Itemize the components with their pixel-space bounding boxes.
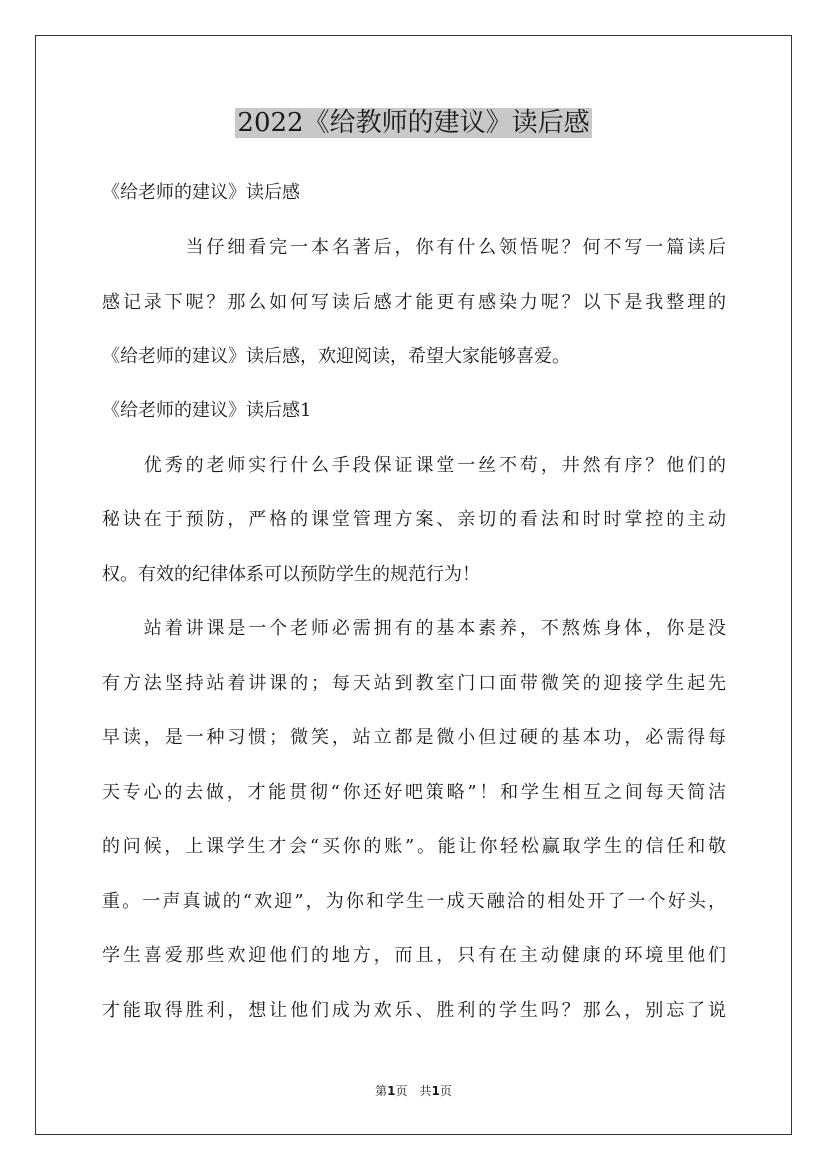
text-line: 《给老师的建议》读后感，欢迎阅读，希望大家能够喜爱。	[102, 346, 570, 367]
section-heading: 《给老师的建议》读后感1	[102, 400, 312, 421]
total-page-number: 1	[431, 1084, 440, 1098]
footer-suffix: 页	[439, 1084, 452, 1098]
text-line: 才能取得胜利，想让他们成为欢乐、胜利的学生吗？那么，别忘了说	[102, 1000, 726, 1021]
footer-middle: 页 共	[395, 1084, 432, 1098]
subtitle-line: 《给老师的建议》读后感	[102, 182, 300, 203]
text-line: 有方法坚持站着讲课的；每天站到教室门口面带微笑的迎接学生起先	[102, 673, 726, 694]
text-line: 学生喜爱那些欢迎他们的地方，而且，只有在主动健康的环境里他们	[102, 945, 726, 966]
text-line: 天专心的去做，才能贯彻“你还好吧策略”！和学生相互之间每天简洁	[102, 782, 726, 803]
text-line: 感记录下呢？那么如何写读后感才能更有感染力呢？以下是我整理的	[102, 292, 726, 313]
text-line: 权。有效的纪律体系可以预防学生的规范行为！	[102, 564, 480, 585]
text-line: 优秀的老师实行什么手段保证课堂一丝不苟，井然有序？他们的	[102, 455, 726, 476]
text-line: 当仔细看完一本名著后，你有什么领悟呢？何不写一篇读后	[102, 237, 726, 258]
footer-prefix: 第	[375, 1084, 388, 1098]
current-page-number: 1	[387, 1084, 396, 1098]
document-title	[0, 104, 827, 142]
text-line: 站着讲课是一个老师必需拥有的基本素养，不熬炼身体，你是没	[102, 618, 726, 639]
text-line: 秘诀在于预防，严格的课堂管理方案、亲切的看法和时时掌控的主动	[102, 509, 726, 530]
text-line: 重。一声真诚的“欢迎”，为你和学生一成天融洽的相处开了一个好头，	[102, 891, 726, 912]
title-text: 2022《给教师的建议》读后感	[237, 108, 590, 138]
text-line: 早读，是一种习惯；微笑，站立都是微小但过硬的基本功，必需得每	[102, 727, 726, 748]
page-footer	[0, 1083, 827, 1099]
text-line: 的问候，上课学生才会“买你的账”。能让你轻松赢取学生的信任和敬	[102, 836, 726, 857]
